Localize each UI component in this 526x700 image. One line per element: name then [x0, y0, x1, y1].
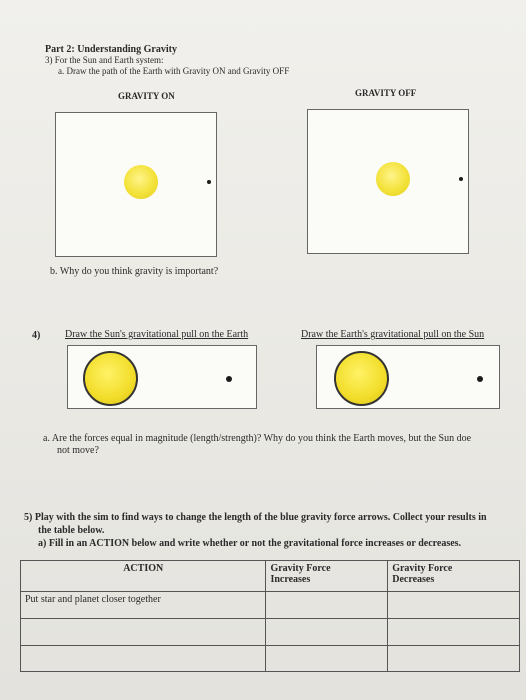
question-5-line1: 5) Play with the sim to find ways to change the length of the blue gravity force arrows. Collect your results in — [24, 512, 487, 523]
question-4-right-prompt: Draw the Earth's gravitational pull on the Sun — [301, 329, 485, 340]
question-5a: a) Fill in an ACTION below and write whether or not the gravitational force increases or decreases. — [38, 538, 462, 549]
table-cell-decreases[interactable] — [388, 619, 520, 646]
question-5-line2: the table below. — [38, 525, 105, 536]
table-cell-action[interactable] — [21, 619, 266, 646]
table-cell-action[interactable]: Put star and planet closer together — [21, 592, 266, 619]
table-header-row — [21, 561, 520, 592]
header-decreases: Gravity Force Decreases — [388, 561, 520, 592]
gravity-on-label: GRAVITY ON — [118, 91, 175, 101]
question-3a: a. Draw the path of the Earth with Gravity ON and Gravity OFF — [58, 66, 290, 76]
table-cell-decreases[interactable] — [388, 646, 520, 672]
sun-pull-drawing-box[interactable] — [67, 345, 257, 409]
table-row — [21, 592, 520, 619]
earth-icon — [459, 177, 463, 181]
sun-icon — [376, 162, 410, 196]
results-table — [20, 560, 520, 672]
header-increases: Gravity Force Increases — [266, 561, 388, 592]
earth-pull-drawing-box[interactable] — [316, 345, 500, 409]
table-cell-increases[interactable] — [266, 592, 388, 619]
sun-icon — [334, 351, 389, 406]
question-4-number: 4) — [32, 330, 41, 341]
gravity-off-label: GRAVITY OFF — [355, 88, 417, 98]
header-action: ACTION — [21, 561, 266, 592]
question-3: 3) For the Sun and Earth system: — [45, 55, 164, 65]
table-row — [21, 646, 520, 672]
earth-icon — [226, 376, 232, 382]
part-title: Part 2: Understanding Gravity — [45, 44, 177, 55]
earth-icon — [207, 180, 211, 184]
question-4a-line2: not move? — [57, 445, 99, 456]
gravity-on-drawing-box[interactable] — [55, 112, 217, 257]
earth-icon — [477, 376, 483, 382]
table-cell-increases[interactable] — [266, 619, 388, 646]
table-row — [21, 619, 520, 646]
sun-icon — [83, 351, 138, 406]
table-cell-action[interactable] — [21, 646, 266, 672]
question-4a-line1: a. Are the forces equal in magnitude (length/strength)? Why do you think the Earth moves, but the Sun doe — [43, 433, 472, 444]
question-4-left-prompt: Draw the Sun's gravitational pull on the Earth — [65, 329, 249, 340]
question-3b: b. Why do you think gravity is important? — [50, 266, 219, 277]
table-cell-increases[interactable] — [266, 646, 388, 672]
table-cell-decreases[interactable] — [388, 592, 520, 619]
gravity-off-drawing-box[interactable] — [307, 109, 469, 254]
sun-icon — [124, 165, 158, 199]
